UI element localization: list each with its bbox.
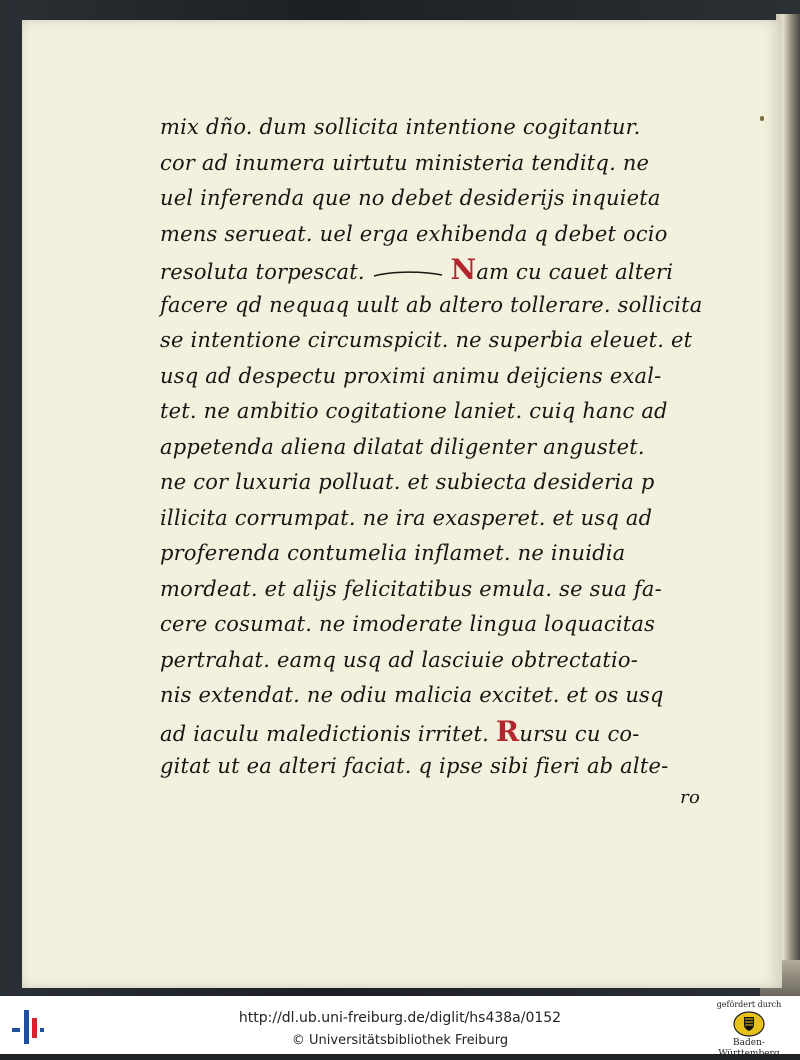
manuscript-line: nis extendat. ne odiu malicia excitet. et os usq	[160, 683, 664, 707]
manuscript-line: proferenda contumelia inflamet. ne inuidia	[160, 541, 626, 565]
manuscript-line: appetenda aliena dilatat diligenter angustet.	[160, 434, 645, 459]
ink-spot	[760, 116, 764, 121]
manuscript-line: cor ad inumera uirtutu ministeria tenditq. ne	[160, 150, 650, 175]
manuscript-line: gitat ut ea alteri faciat. q ipse sibi fieri ab alte-	[160, 754, 669, 778]
permalink-url[interactable]: http://dl.ub.uni-freiburg.de/diglit/hs438a/0152	[238, 1010, 562, 1026]
sponsor-caption: gefördert durch	[716, 1000, 782, 1009]
manuscript-line: facere qd nequaq uult ab altero tollerare. sollicita	[160, 292, 703, 317]
manuscript-line-segment: am cu cauet alteri	[476, 260, 674, 284]
manuscript-line-segment: ad iaculu maledictionis irritet.	[160, 721, 489, 746]
manuscript-line-segment: ursu cu co-	[519, 721, 640, 746]
sponsor-name: Baden-Württemberg	[718, 1038, 780, 1059]
rubric-initial: R	[495, 714, 520, 748]
rubric-initial: N	[450, 253, 477, 286]
manuscript-line: mix dño. dum sollicita intentione cogitantur.	[160, 115, 641, 139]
manuscript-line: usq ad despectu proximi animu deijciens exal-	[160, 363, 662, 388]
manuscript-text	[160, 110, 703, 811]
copyright-notice: © Universitätsbibliothek Freiburg	[291, 1033, 509, 1048]
manuscript-line-with-rubric	[160, 714, 700, 750]
manuscript-line: cere cosumat. ne imoderate lingua loquacitas	[160, 612, 656, 636]
baden-wuerttemberg-crest-icon	[733, 1011, 765, 1037]
manuscript-line: tet. ne ambitio cogitatione laniet. cuiq hanc ad	[160, 399, 668, 423]
manuscript-line: mens serueat. uel erga exhibenda q debet ocio	[160, 221, 668, 246]
manuscript-line: mordeat. et alijs felicitatibus emula. se sua fa-	[160, 576, 662, 601]
manuscript-line: uel inferenda que no debet desiderijs inquieta	[160, 186, 661, 210]
manuscript-line: se intentione circumspicit. ne superbia eleuet. et	[160, 328, 693, 352]
line-filler-stroke	[372, 268, 444, 280]
manuscript-line: ne cor luxuria polluat. et subiecta desideria p	[160, 470, 655, 494]
manuscript-line-with-rubric	[160, 252, 700, 288]
sponsor-block	[706, 1000, 792, 1059]
catchword: ro	[680, 786, 700, 808]
manuscript-line-segment: resoluta torpescat.	[160, 260, 365, 284]
manuscript-line: pertrahat. eamq usq ad lasciuie obtrectatio-	[160, 647, 639, 672]
manuscript-line: illicita corrumpat. ne ira exasperet. et usq ad	[160, 505, 653, 530]
